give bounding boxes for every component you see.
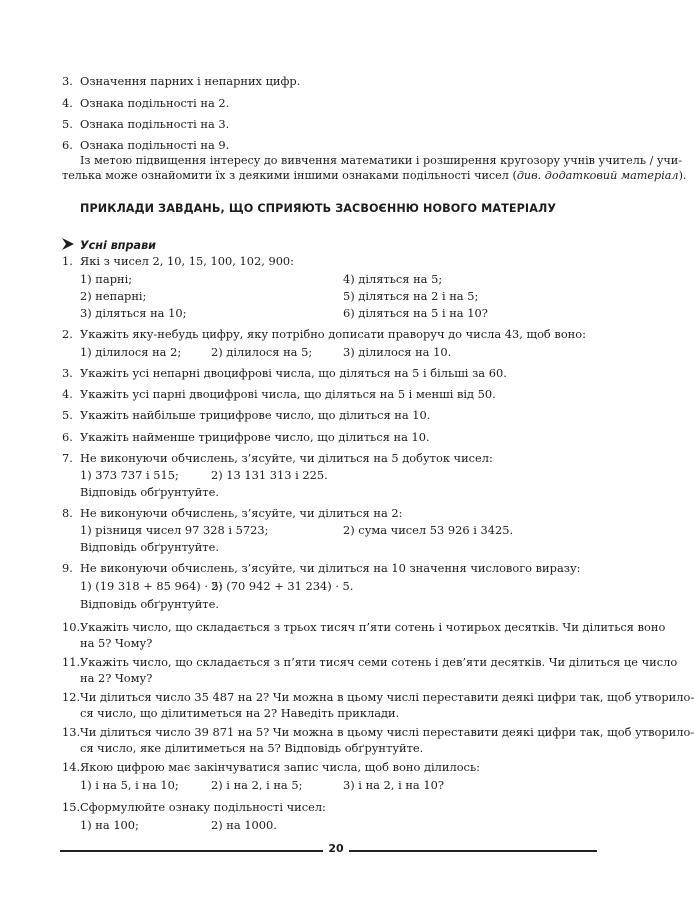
list-number: 3. (62, 74, 73, 88)
task-option: 1) парні; (80, 272, 133, 286)
paragraph-line: телька може ознайомити їх з деякими іншими ознаками подільності чисел (див. додатковий матеріал). (62, 169, 687, 182)
task-option: 2) (70 942 + 31 234) · 5. (211, 579, 354, 593)
task-option: 1) 373 737 і 515; (80, 468, 179, 482)
task-option: 2) непарні; (80, 289, 147, 303)
task-number: 2. (62, 327, 73, 341)
task-text: Чи ділиться число 35 487 на 2? Чи можна в цьому числі переставити деякі цифри так, щоб утворило- (80, 690, 694, 704)
footer-divider (60, 850, 323, 852)
task-number: 8. (62, 506, 73, 520)
task-option: 5) діляться на 2 і на 5; (343, 289, 479, 303)
task-option: 4) діляться на 5; (343, 272, 443, 286)
list-number: 6. (62, 138, 73, 152)
task-number: 4. (62, 387, 73, 401)
task-number: 5. (62, 408, 73, 422)
task-note: Відповідь обґрунтуйте. (80, 540, 219, 554)
task-text: Укажіть число, що складається з п’яти тисяч семи сотень і дев’яти десятків. Чи ділиться це число (80, 655, 678, 669)
task-option: 1) різниця чисел 97 328 і 5723; (80, 523, 269, 537)
task-option: 3) діляться на 10; (80, 306, 187, 320)
section-title: ПРИКЛАДИ ЗАВДАНЬ, ЩО СПРИЯЮТЬ ЗАСВОЄННЮ НОВОГО МАТЕРІАЛУ (80, 202, 557, 215)
task-option: 2) і на 2, і на 5; (211, 778, 303, 792)
subsection-title: Усні вправи (80, 239, 157, 252)
task-number: 12. (62, 690, 81, 704)
list-number: 5. (62, 117, 73, 131)
task-text: Укажіть усі парні двоцифрові числа, що діляться на 5 і менші від 50. (80, 387, 496, 401)
task-text: Укажіть яку-небудь цифру, яку потрібно дописати праворуч до числа 43, щоб воно: (80, 327, 586, 341)
task-text: Не виконуючи обчислень, з’ясуйте, чи ділиться на 5 добуток чисел: (80, 451, 493, 465)
arrowhead-bullet-icon (60, 236, 76, 252)
task-note: Відповідь обґрунтуйте. (80, 597, 219, 611)
task-number: 6. (62, 430, 73, 444)
task-option: 1) (19 318 + 85 964) · 5; (80, 579, 223, 593)
list-item: Ознака подільності на 2. (80, 96, 230, 110)
task-option: 1) ділилося на 2; (80, 345, 182, 359)
task-text: Укажіть число, що складається з трьох тисяч п’яти сотень і чотирьох десятків. Чи ділиться воно (80, 620, 666, 634)
footer-divider (349, 850, 597, 852)
task-text: Не виконуючи обчислень, з’ясуйте, чи ділиться на 2: (80, 506, 403, 520)
task-number: 1. (62, 254, 73, 268)
task-number: 15. (62, 800, 81, 814)
list-number: 4. (62, 96, 73, 110)
task-option: 6) діляться на 5 і на 10? (343, 306, 488, 320)
task-text: Сформулюйте ознаку подільності чисел: (80, 800, 326, 814)
task-text: Чи ділиться число 39 871 на 5? Чи можна в цьому числі переставити деякі цифри так, щоб утворило- (80, 725, 694, 739)
task-text: Не виконуючи обчислень, з’ясуйте, чи ділиться на 10 значення числового виразу: (80, 561, 581, 575)
task-number: 7. (62, 451, 73, 465)
task-text: Укажіть найбільше трицифрове число, що ділиться на 10. (80, 408, 431, 422)
task-text: ся число, яке ділитиметься на 5? Відповідь обґрунтуйте. (80, 741, 424, 755)
task-option: 1) і на 5, і на 10; (80, 778, 179, 792)
list-item: Ознака подільності на 3. (80, 117, 230, 131)
task-number: 3. (62, 366, 73, 380)
task-text: на 5? Чому? (80, 636, 153, 650)
task-number: 14. (62, 760, 81, 774)
list-item: Ознака подільності на 9. (80, 138, 230, 152)
task-text: Якою цифрою має закінчуватися запис числа, щоб воно ділилось: (80, 760, 480, 774)
task-number: 11. (62, 655, 81, 669)
task-text: ся число, що ділитиметься на 2? Наведіть приклади. (80, 706, 400, 720)
task-note: Відповідь обґрунтуйте. (80, 485, 219, 499)
task-option: 2) сума чисел 53 926 і 3425. (343, 523, 514, 537)
task-option: 3) і на 2, і на 10? (343, 778, 444, 792)
task-text: Укажіть найменше трицифрове число, що ділиться на 10. (80, 430, 430, 444)
task-option: 2) на 1000. (211, 818, 277, 832)
list-item: Означення парних і непарних цифр. (80, 74, 301, 88)
page-number: 20 (328, 842, 344, 855)
task-option: 2) 13 131 313 і 225. (211, 468, 328, 482)
task-option: 1) на 100; (80, 818, 139, 832)
paragraph-reference: див. додатковий матеріал (516, 169, 679, 182)
task-option: 2) ділилося на 5; (211, 345, 313, 359)
task-number: 9. (62, 561, 73, 575)
task-text: Які з чисел 2, 10, 15, 100, 102, 900: (80, 254, 295, 268)
task-text: на 2? Чому? (80, 671, 153, 685)
task-number: 10. (62, 620, 81, 634)
task-option: 3) ділилося на 10. (343, 345, 452, 359)
paragraph-line: Із метою підвищення інтересу до вивчення математики і розширення кругозору учнів учитель / учи- (80, 154, 683, 167)
task-number: 13. (62, 725, 81, 739)
task-text: Укажіть усі непарні двоцифрові числа, що діляться на 5 і більші за 60. (80, 366, 507, 380)
